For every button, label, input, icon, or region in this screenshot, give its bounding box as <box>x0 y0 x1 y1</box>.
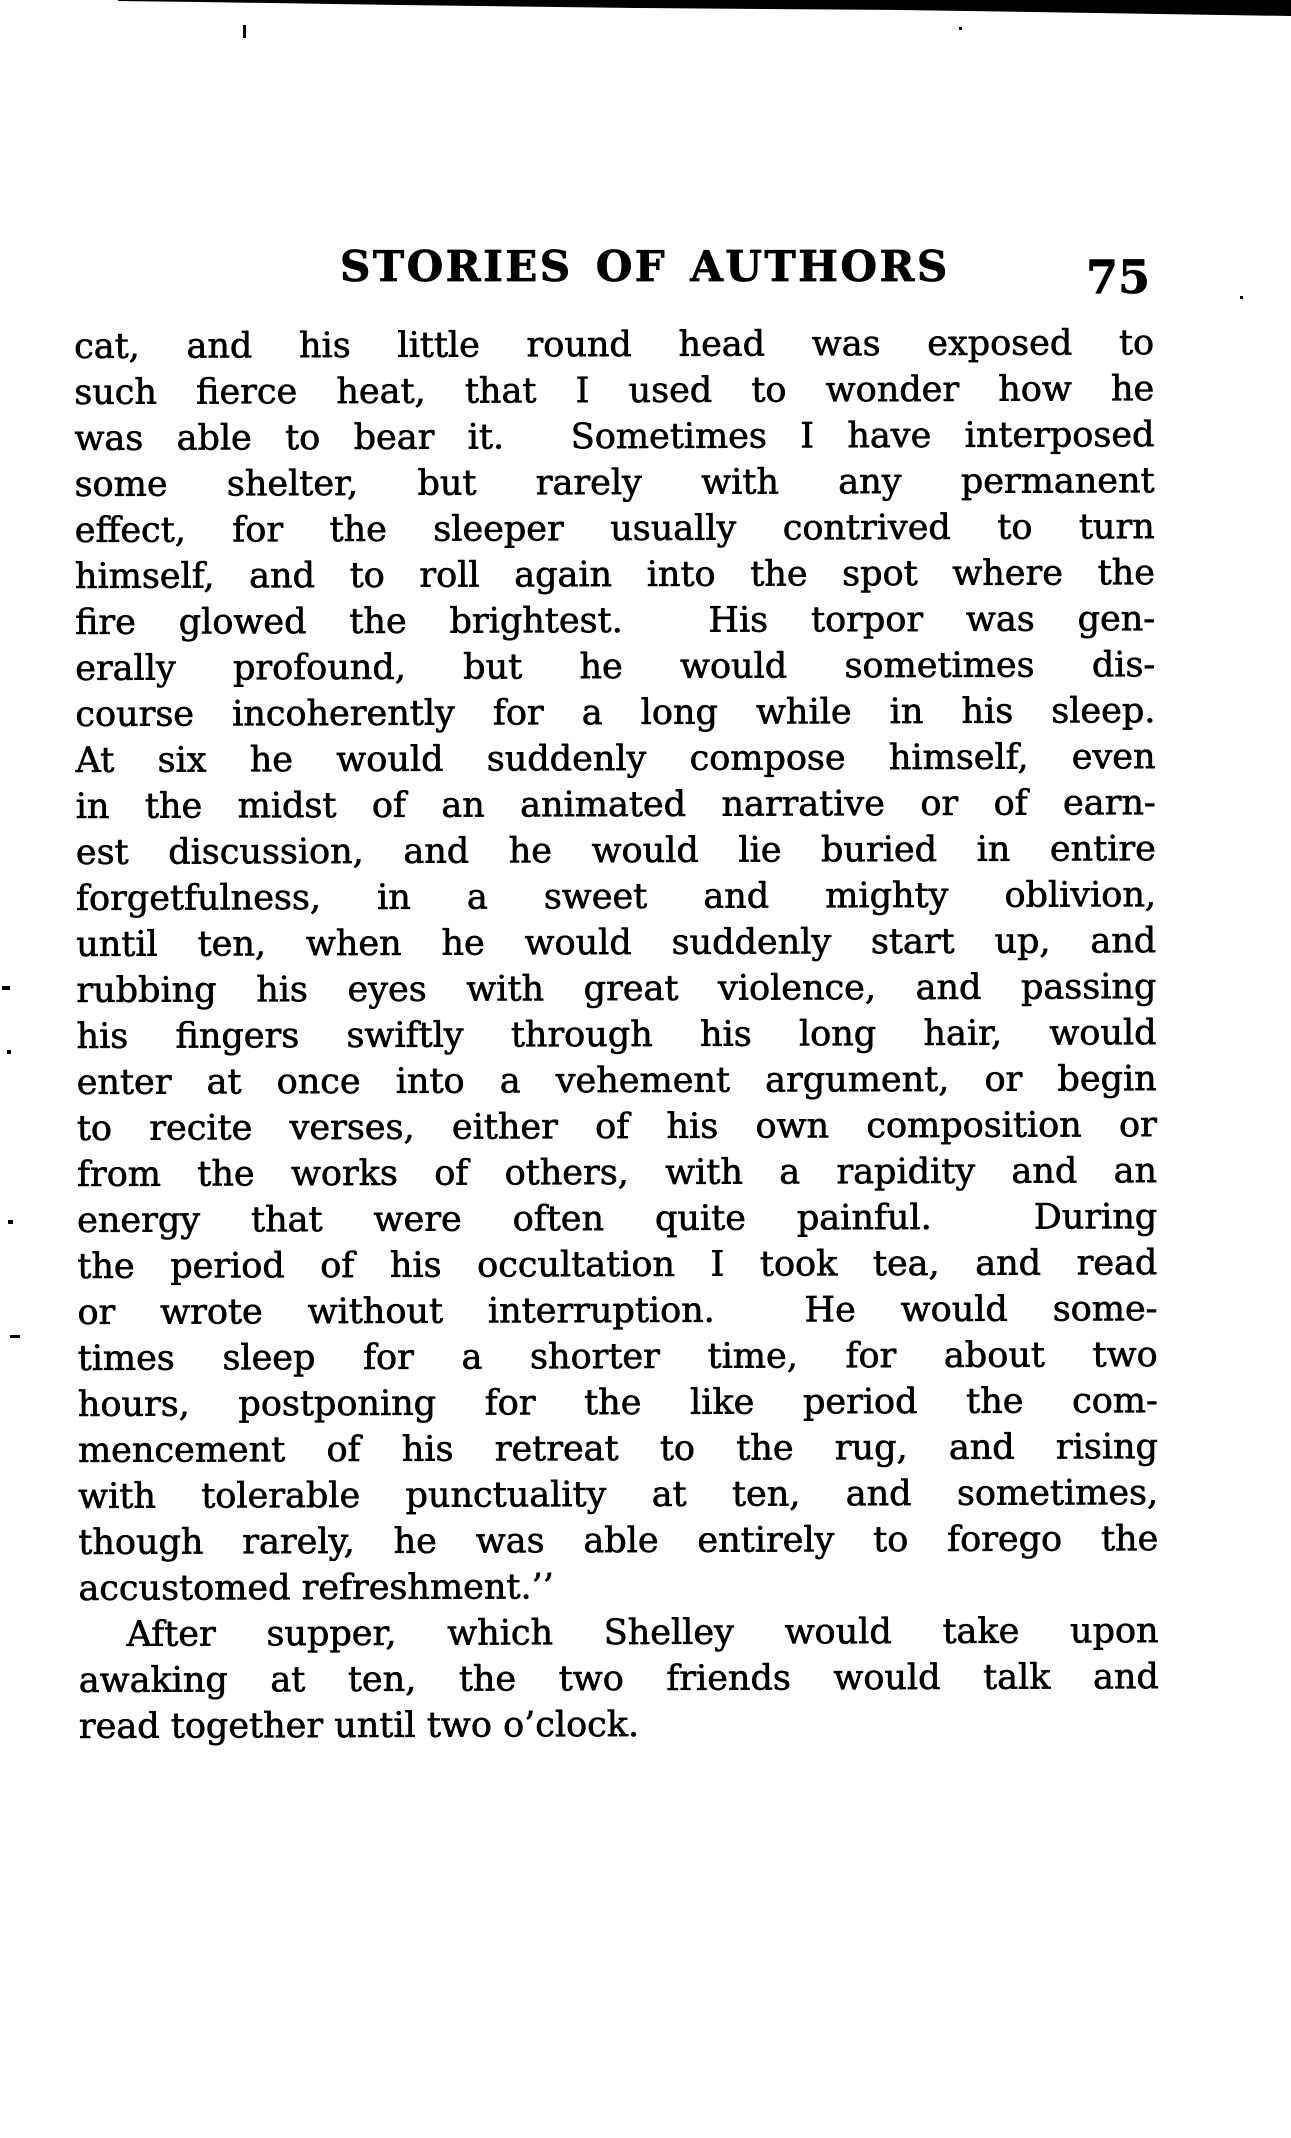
scan-speck <box>10 1335 20 1338</box>
scan-speck <box>1240 296 1243 299</box>
running-header-title: STORIES OF AUTHORS <box>340 242 950 291</box>
text-line: to recite verses, either of his own composition or <box>76 1105 1157 1149</box>
running-header <box>0 0 1291 320</box>
text-line: his fingers swiftly through his long hair, would <box>76 1013 1157 1057</box>
scan-speck <box>2 986 10 990</box>
text-line: course incoherently for a long while in his sleep. <box>75 691 1156 735</box>
text-line: the period of his occultation I took tea, and read <box>77 1243 1158 1287</box>
text-line: cat, and his little round head was exposed to <box>74 323 1155 367</box>
page-number: 75 <box>1086 250 1151 304</box>
text-line: enter at once into a vehement argument, or begin <box>76 1059 1157 1103</box>
text-line: such fierce heat, that I used to wonder how he <box>74 369 1155 413</box>
scan-speck <box>7 1050 11 1054</box>
body-text-block <box>74 320 1159 1750</box>
scan-speck <box>959 27 962 30</box>
text-line: At six he would suddenly compose himself, even <box>75 737 1156 781</box>
text-line: some shelter, but rarely with any permanent <box>74 461 1155 505</box>
text-line: in the midst of an animated narrative or of earn- <box>75 783 1156 827</box>
text-line: or wrote without interruption. He would some- <box>77 1289 1158 1333</box>
scan-speck <box>243 25 246 38</box>
text-line: from the works of others, with a rapidity and an <box>76 1151 1158 1195</box>
text-line: est discussion, and he would lie buried in entire <box>75 829 1156 873</box>
text-line: was able to bear it. Sometimes I have interposed <box>74 415 1155 459</box>
scan-speck <box>8 1220 13 1224</box>
text-line: hours, postponing for the like period the com- <box>77 1381 1158 1425</box>
text-line: accustomed refreshment.’’ <box>78 1567 554 1609</box>
text-line: fire glowed the brightest. His torpor was gen- <box>74 599 1156 643</box>
text-line: awaking at ten, the two friends would talk and <box>78 1657 1159 1701</box>
text-line: effect, for the sleeper usually contrived to turn <box>74 507 1155 551</box>
text-line: times sleep for a shorter time, for about two <box>77 1335 1158 1379</box>
text-line: though rarely, he was able entirely to forego the <box>78 1519 1159 1563</box>
text-line: read together until two o’clock. <box>78 1705 640 1747</box>
text-line: with tolerable punctuality at ten, and sometimes, <box>78 1473 1159 1517</box>
text-line: After supper, which Shelley would take upon <box>126 1611 1159 1655</box>
text-line: until ten, when he would suddenly start up, and <box>76 921 1157 965</box>
text-line: erally profound, but he would sometimes dis- <box>75 645 1156 689</box>
text-line: rubbing his eyes with great violence, and passing <box>76 967 1157 1011</box>
text-line: energy that were often quite painful. During <box>77 1197 1158 1241</box>
text-line: mencement of his retreat to the rug, and rising <box>77 1427 1158 1471</box>
text-line: forgetfulness, in a sweet and mighty oblivion, <box>75 875 1157 919</box>
text-line: himself, and to roll again into the spot where the <box>74 553 1155 597</box>
